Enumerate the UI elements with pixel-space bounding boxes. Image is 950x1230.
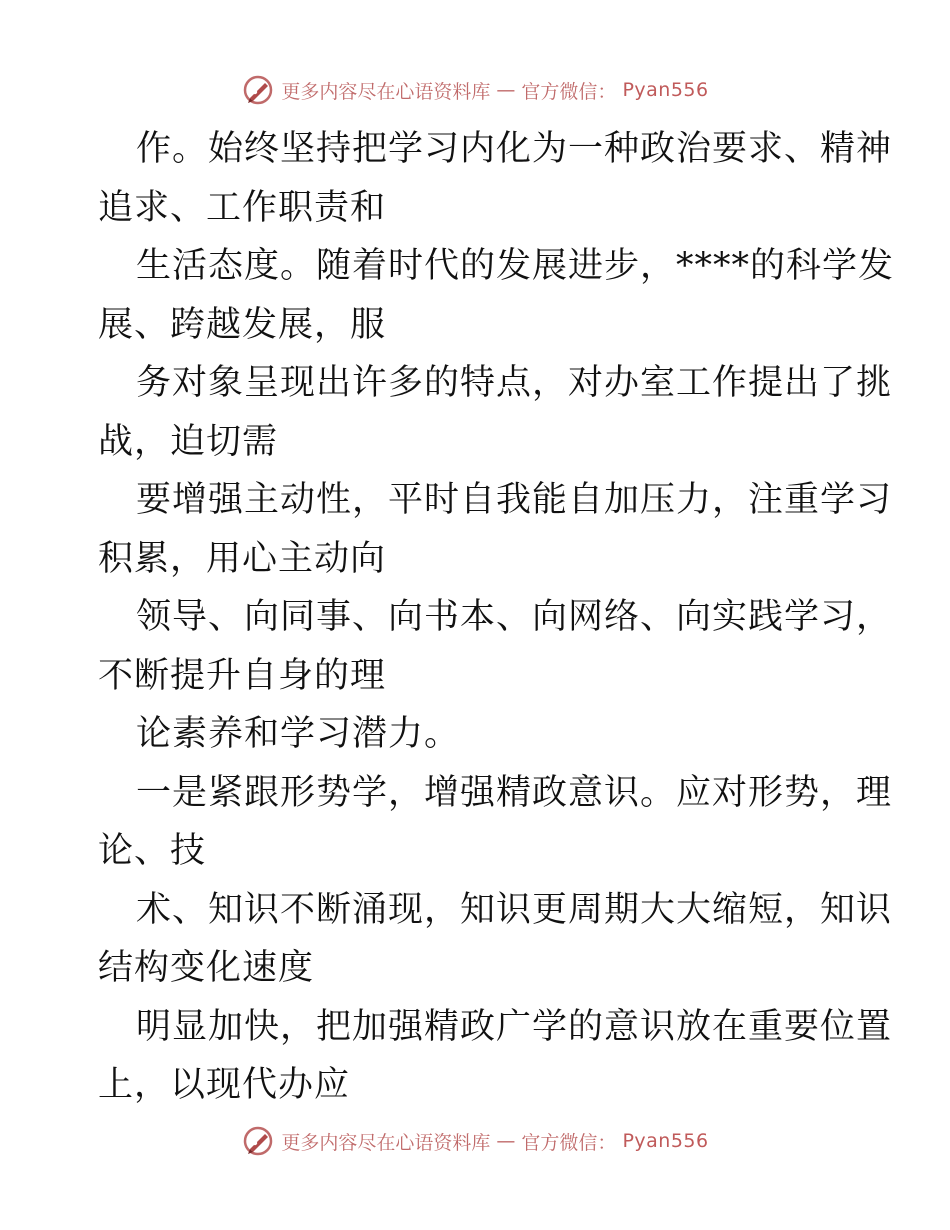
watermark-separator: — [496,79,516,101]
text-line: 一是紧跟形势学，增强精政意识。应对形势，理 [136,772,893,813]
text-line: 领导、向同事、向书本、向网络、向实践学习， [136,597,893,637]
watermark-wechat-id: Pyan556 [622,1130,709,1152]
watermark-wechat-label: 官方微信： [521,80,617,103]
text-line: 生活态度。随着时代的发展进步，****的科学发 [136,246,895,286]
text-line: 论、技 [98,831,207,871]
pen-logo-icon [241,73,275,107]
text-line: 不断提升自身的理 [98,655,387,696]
watermark-wechat-label: 官方微信： [521,1131,617,1154]
footer-watermark [0,1121,950,1161]
text-line: 作。始终坚持把学习内化为一种政治要求、精神 [136,129,893,169]
header-watermark [0,70,950,110]
watermark-separator: — [496,1130,516,1152]
pen-logo-icon [241,1124,275,1158]
text-line: 战，迫切需 [98,421,279,462]
text-line: 结构变化速度 [98,948,315,988]
text-line: 积累，用心主动向 [98,538,387,579]
text-line: 论素养和学习潜力。 [136,714,461,754]
text-line: 追求、工作职责和 [98,187,387,228]
watermark-text: 更多内容尽在心语资料库 [281,80,491,103]
text-line: 上，以现代办应 [98,1065,351,1105]
document-body [98,120,895,1115]
text-line: 展、跨越发展，服 [98,304,387,345]
text-line: 要增强主动性，平时自我能自加压力，注重学习 [136,480,893,520]
text-line: 明显加快，把加强精政广学的意识放在重要位置 [136,1006,893,1047]
text-line: 务对象呈现出许多的特点，对办室工作提出了挑 [136,363,893,403]
watermark-wechat-id: Pyan556 [622,79,709,101]
watermark-text: 更多内容尽在心语资料库 [281,1131,491,1154]
text-line: 术、知识不断涌现，知识更周期大大缩短，知识 [136,889,893,930]
